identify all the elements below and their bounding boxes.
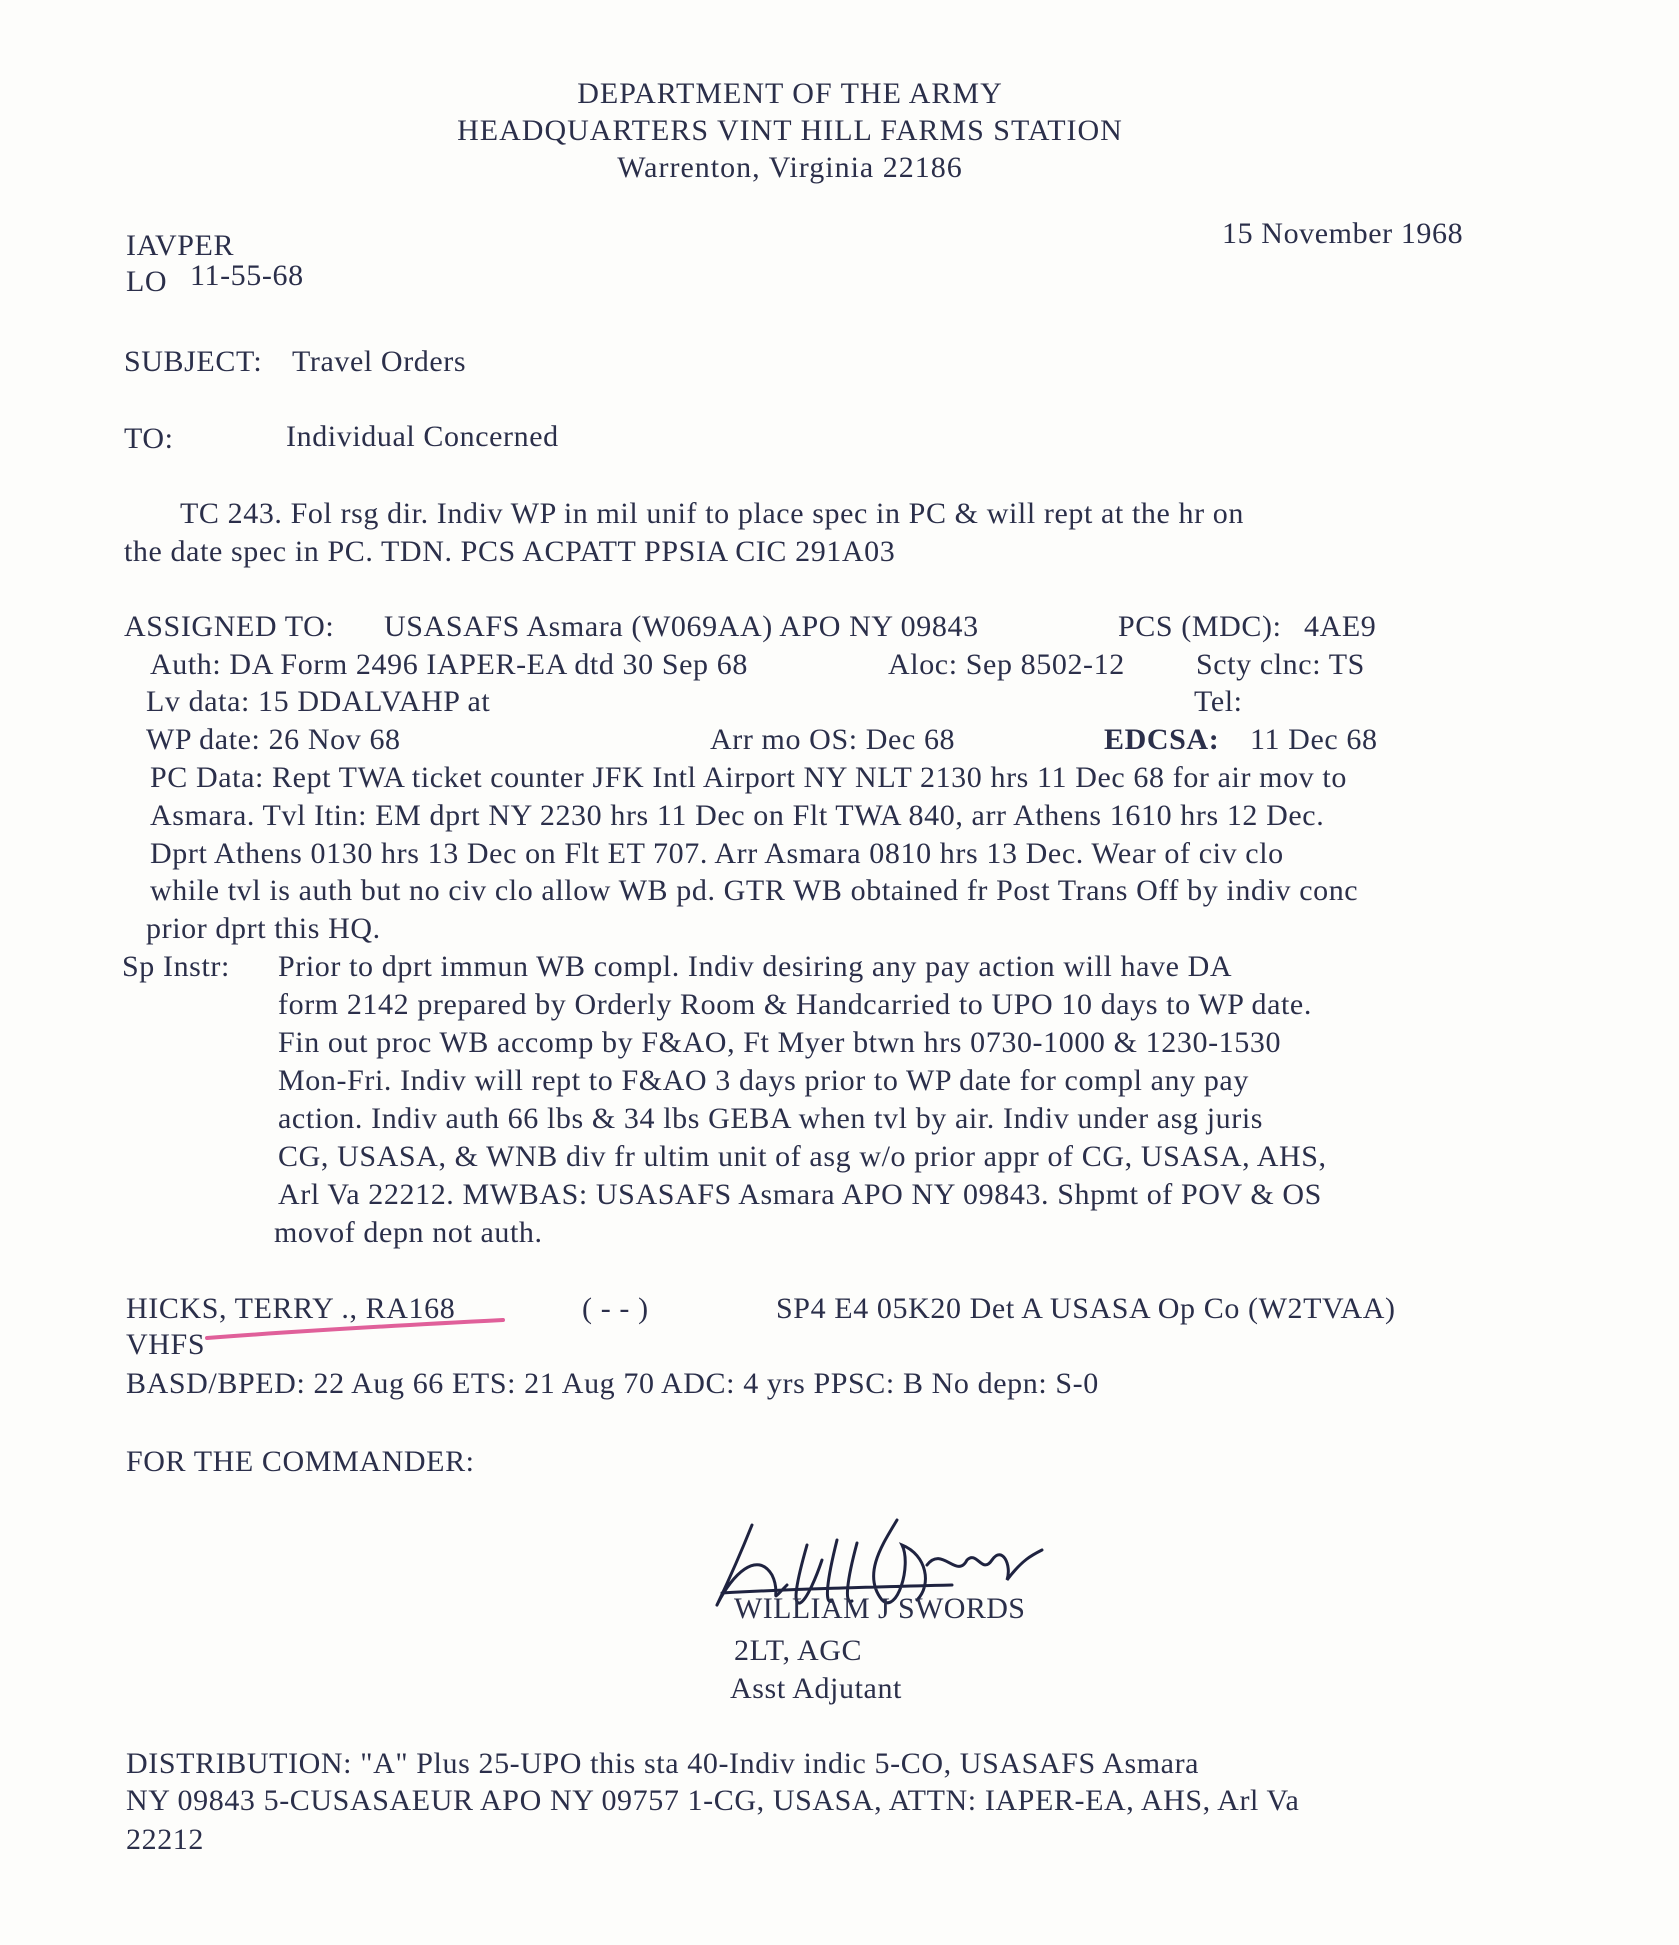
- office-symbol: IAVPER: [126, 229, 235, 262]
- lo-label: LO: [126, 265, 168, 298]
- person-basd-line: BASD/BPED: 22 Aug 66 ETS: 21 Aug 70 ADC: 4 yrs PPSC: B No depn: S-0: [126, 1367, 1099, 1400]
- document-date: 15 November 1968: [1222, 217, 1464, 250]
- sp-instr-line-7: Arl Va 22212. MWBAS: USASAFS Asmara APO NY 09843. Shpmt of POV & OS: [278, 1178, 1322, 1211]
- pc-data-line-2: Asmara. Tvl Itin: EM dprt NY 2230 hrs 11 Dec on Flt TWA 840, arr Athens 1610 hrs 12 Dec.: [150, 799, 1325, 832]
- edcsa-label: EDCSA:: [1104, 723, 1220, 756]
- header-department: DEPARTMENT OF THE ARMY: [577, 77, 1003, 110]
- pink-highlight-mark: [205, 1318, 505, 1342]
- to-label: TO:: [124, 422, 174, 455]
- header-headquarters: HEADQUARTERS VINT HILL FARMS STATION: [457, 114, 1123, 147]
- person-name: HICKS, TERRY ., RA168: [126, 1292, 456, 1325]
- header-location: Warrenton, Virginia 22186: [617, 151, 963, 184]
- arr-mo-os: Arr mo OS: Dec 68: [710, 723, 956, 756]
- tc-line-1: TC 243. Fol rsg dir. Indiv WP in mil unif to place spec in PC & will rept at the hr on: [180, 497, 1245, 530]
- signatory-title: Asst Adjutant: [730, 1672, 902, 1705]
- lo-number: 11-55-68: [190, 259, 304, 292]
- subject-value: Travel Orders: [292, 345, 467, 378]
- pc-data-line-1: PC Data: Rept TWA ticket counter JFK Intl Airport NY NLT 2130 hrs 11 Dec 68 for air mov to: [150, 761, 1347, 794]
- sp-instr-line-4: Mon-Fri. Indiv will rept to F&AO 3 days prior to WP date for compl any pay: [278, 1064, 1249, 1097]
- wp-date: WP date: 26 Nov 68: [146, 723, 401, 756]
- signatory-name: WILLIAM J SWORDS: [734, 1592, 1026, 1625]
- sp-instr-line-2: form 2142 prepared by Orderly Room & Handcarried to UPO 10 days to WP date.: [278, 988, 1312, 1021]
- person-unit-station: VHFS: [126, 1328, 206, 1361]
- tel-label: Tel:: [1194, 685, 1243, 718]
- distribution-line-1: DISTRIBUTION: "A" Plus 25-UPO this sta 40-Indiv indic 5-CO, USASAFS Asmara: [126, 1747, 1200, 1780]
- for-the-commander: FOR THE COMMANDER:: [126, 1445, 475, 1478]
- pc-data-line-4: while tvl is auth but no civ clo allow WB pd. GTR WB obtained fr Post Trans Off by indiv conc: [150, 874, 1359, 907]
- leave-data: Lv data: 15 DDALVAHP at: [146, 685, 491, 718]
- sp-instr-line-8: movof depn not auth.: [274, 1216, 543, 1249]
- subject-label: SUBJECT:: [124, 345, 263, 378]
- sp-instr-line-5: action. Indiv auth 66 lbs & 34 lbs GEBA when tvl by air. Indiv under asg juris: [278, 1102, 1264, 1135]
- assigned-value: USASAFS Asmara (W069AA) APO NY 09843: [384, 610, 979, 643]
- auth-text: Auth: DA Form 2496 IAPER-EA dtd 30 Sep 68: [150, 648, 748, 681]
- sp-instr-line-6: CG, USASA, & WNB div fr ultim unit of asg w/o prior appr of CG, USASA, AHS,: [278, 1140, 1327, 1173]
- distribution-line-3: 22212: [126, 1823, 204, 1856]
- distribution-line-2: NY 09843 5-CUSASAEUR APO NY 09757 1-CG, USASA, ATTN: IAPER-EA, AHS, Arl Va: [126, 1784, 1300, 1817]
- person-ssn: ( - - ): [582, 1292, 649, 1325]
- person-unit: SP4 E4 05K20 Det A USASA Op Co (W2TVAA): [776, 1292, 1396, 1325]
- pcs-label: PCS (MDC):: [1118, 610, 1282, 643]
- edcsa-value: 11 Dec 68: [1250, 723, 1378, 756]
- to-value: Individual Concerned: [286, 420, 559, 453]
- aloc-text: Aloc: Sep 8502-12: [888, 648, 1125, 681]
- sp-instr-line-1: Prior to dprt immun WB compl. Indiv desiring any pay action will have DA: [278, 950, 1233, 983]
- signatory-rank: 2LT, AGC: [734, 1634, 863, 1667]
- tc-line-2: the date spec in PC. TDN. PCS ACPATT PPSIA CIC 291A03: [124, 535, 896, 568]
- sp-instr-line-3: Fin out proc WB accomp by F&AO, Ft Myer btwn hrs 0730-1000 & 1230-1530: [278, 1026, 1282, 1059]
- pc-data-line-3: Dprt Athens 0130 hrs 13 Dec on Flt ET 707. Arr Asmara 0810 hrs 13 Dec. Wear of civ clo: [150, 837, 1284, 870]
- assigned-label: ASSIGNED TO:: [124, 610, 335, 643]
- pc-data-line-5: prior dprt this HQ.: [146, 912, 381, 945]
- pcs-value: 4AE9: [1304, 610, 1377, 643]
- sp-instr-label: Sp Instr:: [122, 950, 230, 983]
- scty-clnc-text: Scty clnc: TS: [1196, 648, 1365, 681]
